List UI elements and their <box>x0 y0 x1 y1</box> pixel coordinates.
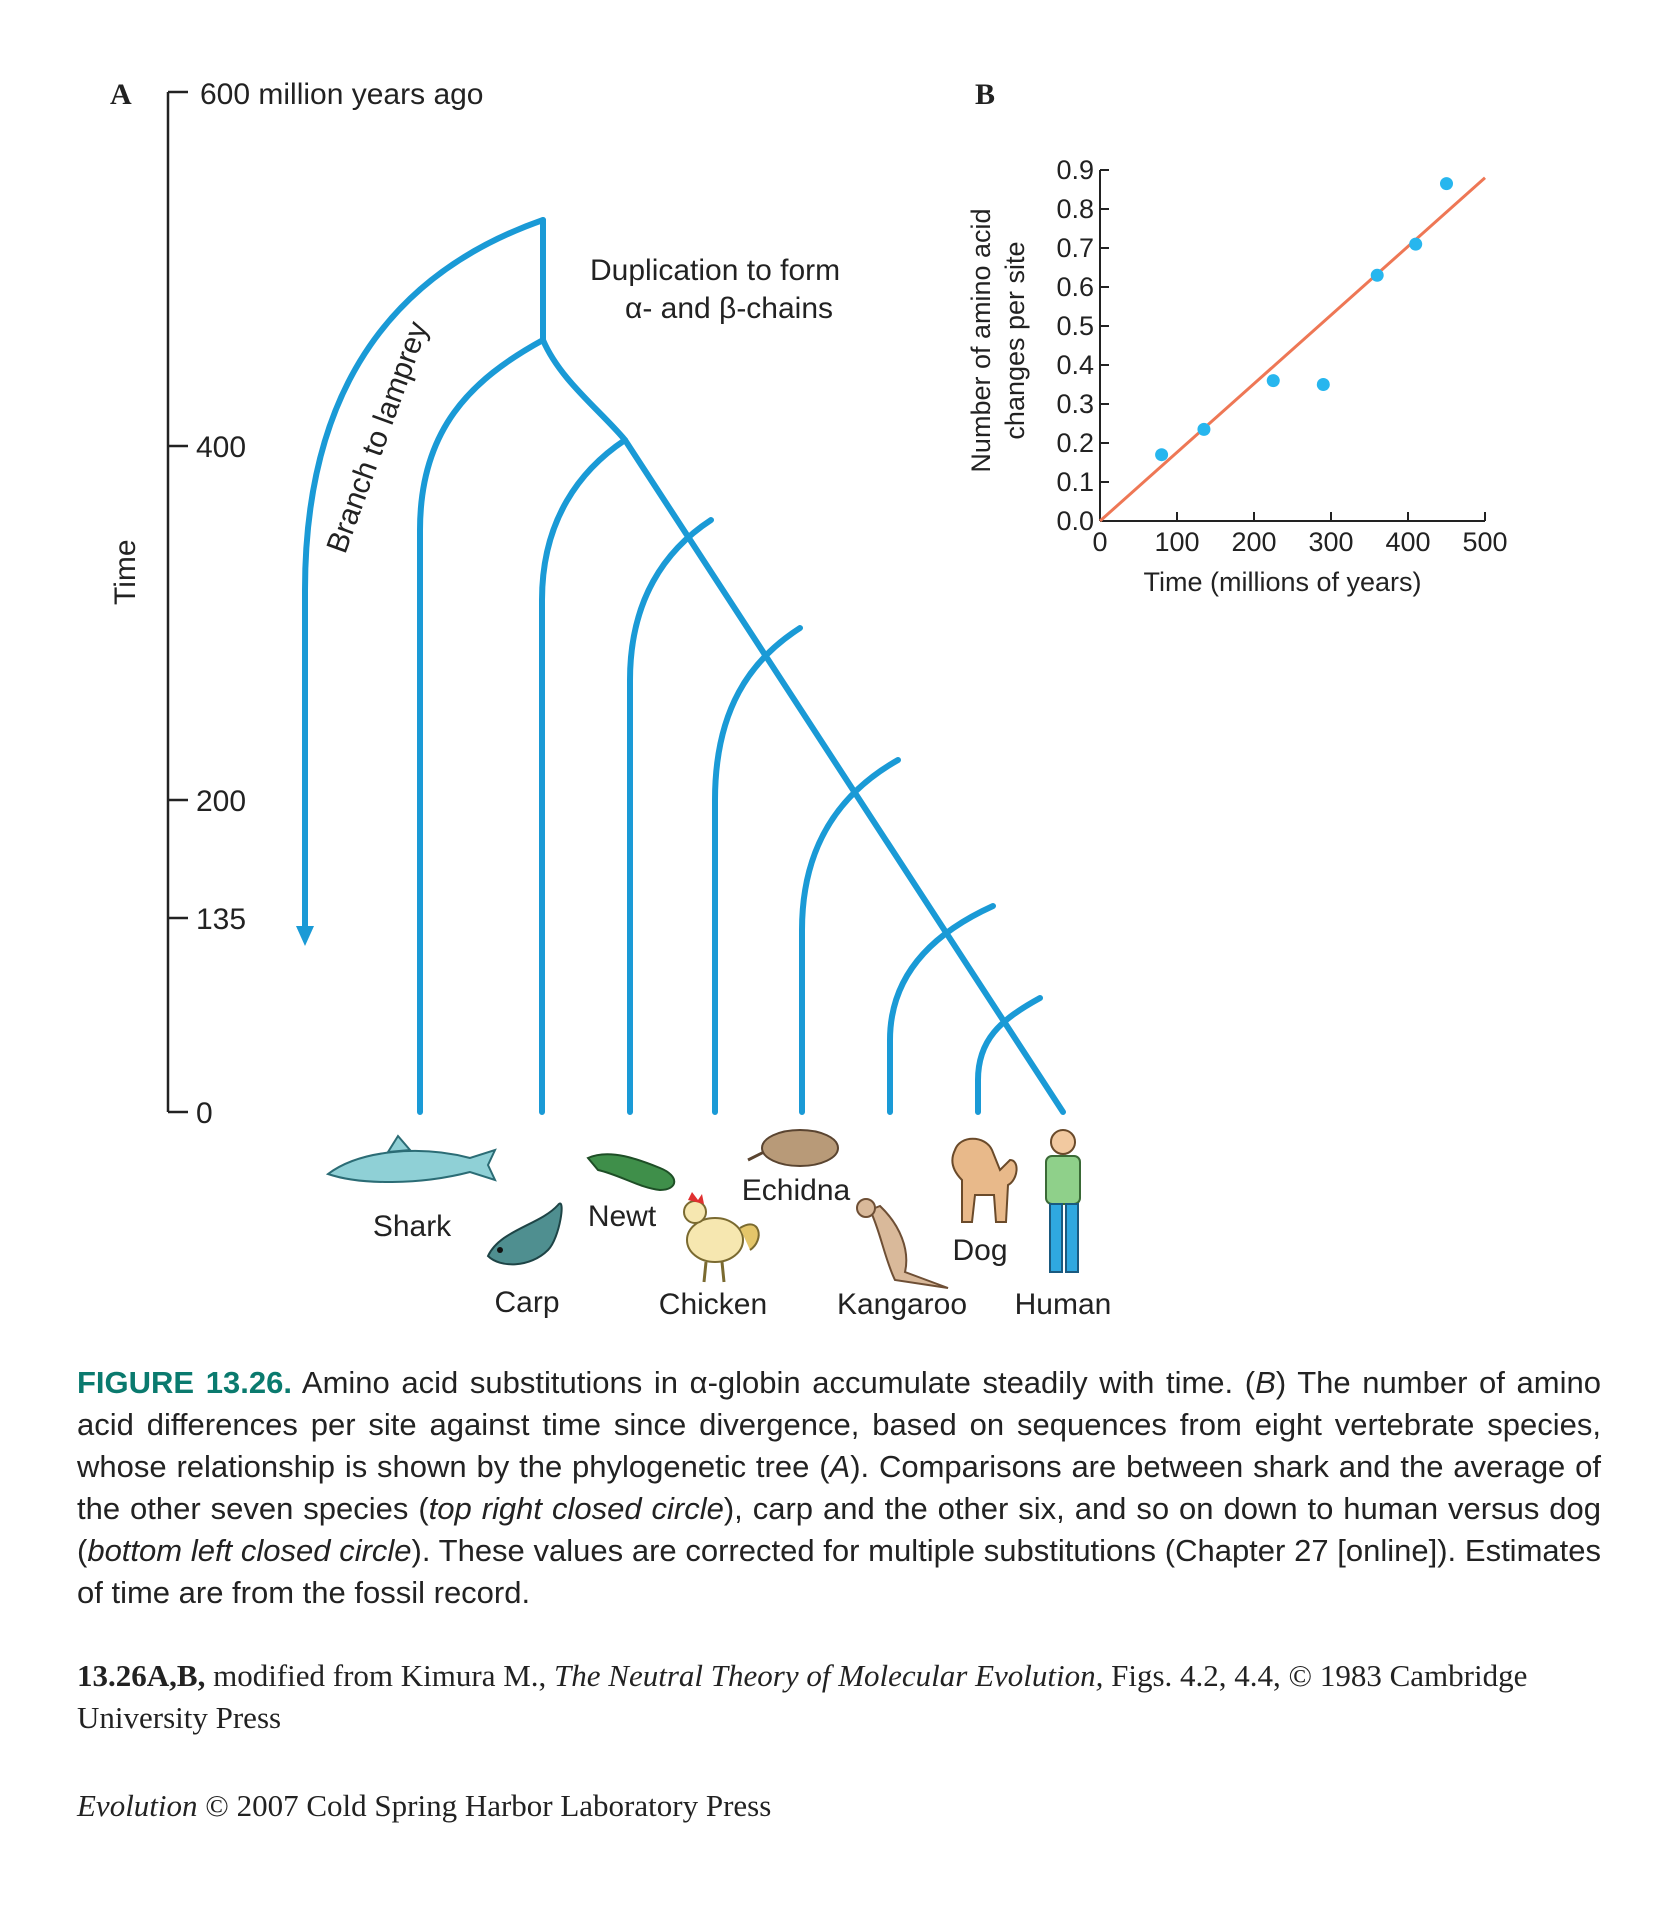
species-label-shark: Shark <box>372 1210 452 1243</box>
species-label-kangaroo: Kangaroo <box>836 1288 968 1321</box>
echidna-icon <box>748 1130 838 1166</box>
tick-label-600: 600 million years ago <box>200 78 484 111</box>
species-label-newt: Newt <box>587 1200 657 1233</box>
y-tick-label: 0.2 <box>1056 428 1094 458</box>
data-point-7 <box>1440 177 1453 190</box>
caption-text-2: ) The number of amino acid differences per site against time since divergence, based on sequences from eight vertebrate species, whose relationship is shown by the phylogenetic tree ( <box>77 1365 1601 1484</box>
caption-text-3: ). Comparisons are between shark and the average of the other seven species ( <box>77 1449 1601 1526</box>
y-axis-label-line1: Number of amino acid <box>966 208 996 473</box>
dog-icon <box>952 1139 1016 1222</box>
publisher-text: © 2007 Cold Spring Harbor Laboratory Press <box>197 1788 772 1823</box>
caption-italic-2: A <box>829 1449 851 1484</box>
time-axis <box>109 78 484 1130</box>
y-tick-label: 0.3 <box>1056 389 1094 419</box>
newt-icon <box>588 1154 674 1190</box>
species-label-human: Human <box>1014 1288 1112 1321</box>
x-tick-label: 300 <box>1308 527 1354 557</box>
lamprey-label: Branch to lamprey <box>320 317 435 558</box>
credit-figure-ref: 13.26A,B, <box>77 1658 206 1693</box>
credit-book-title: The Neutral Theory of Molecular Evolution, <box>554 1658 1104 1693</box>
x-axis-label: Time (millions of years) <box>1143 567 1422 597</box>
data-point-1 <box>1155 448 1168 461</box>
caption-text-4: ), carp and the other six, and so on down to human versus dog ( <box>77 1491 1602 1568</box>
newt-branch <box>630 520 711 1112</box>
duplication-label-line2: α- and β-chains <box>625 292 834 325</box>
shark-icon <box>328 1136 495 1182</box>
y-tick-label: 0.7 <box>1056 233 1094 263</box>
data-point-6 <box>1409 238 1422 251</box>
y-tick-label: 0.0 <box>1056 506 1094 536</box>
x-tick-label: 100 <box>1154 527 1200 557</box>
species-label-chicken: Chicken <box>658 1288 768 1321</box>
tick-label-400: 400 <box>196 431 247 464</box>
tick-label-0: 0 <box>196 1097 213 1130</box>
y-tick-label: 0.6 <box>1056 272 1094 302</box>
lamprey-arrow-icon <box>296 926 314 946</box>
time-axis-title: Time <box>109 539 142 605</box>
caption-italic-1: B <box>1255 1365 1276 1400</box>
x-tick-label: 400 <box>1385 527 1431 557</box>
x-tick-label: 0 <box>1092 527 1108 557</box>
y-tick-label: 0.5 <box>1056 311 1094 341</box>
tick-label-200: 200 <box>196 785 247 818</box>
shark-branch <box>420 340 543 1112</box>
panel-b-label: B <box>975 78 996 111</box>
data-point-5 <box>1371 269 1384 282</box>
species-label-echidna: Echidna <box>741 1174 851 1207</box>
caption-text-5: ). These values are corrected for multiple substitutions (Chapter 27 [online]). Estimates of time are from the fossil record. <box>77 1533 1601 1610</box>
data-point-3 <box>1267 374 1280 387</box>
y-tick-label: 0.8 <box>1056 194 1094 224</box>
x-tick-label: 200 <box>1231 527 1277 557</box>
y-tick-label: 0.1 <box>1056 467 1094 497</box>
credit-text-2: Figs. 4.2, 4.4, © 1983 Cambridge University Press <box>77 1658 1528 1735</box>
publisher-book-title: Evolution <box>77 1788 198 1823</box>
panel-a-label: A <box>110 78 132 111</box>
figure-caption <box>77 1362 1601 1614</box>
species-label-carp: Carp <box>494 1286 560 1319</box>
caption-text-1: Amino acid substitutions in α-globin accumulate steadily with time. ( <box>291 1365 1256 1400</box>
data-point-4 <box>1317 378 1330 391</box>
caption-italic-3: top right closed circle <box>428 1491 724 1526</box>
kangaroo-icon <box>857 1199 948 1288</box>
chicken-branch <box>715 628 800 1112</box>
scatter-chart <box>966 155 1508 597</box>
tick-label-135: 135 <box>196 903 247 936</box>
publisher-line <box>77 1785 1601 1827</box>
credit-text-1: modified from Kimura M., <box>205 1658 555 1693</box>
caption-italic-4: bottom left closed circle <box>87 1533 412 1568</box>
dog-branch <box>978 998 1040 1112</box>
y-axis-label-line2: changes per site <box>1000 241 1030 440</box>
caption-label: FIGURE 13.26. <box>77 1365 292 1400</box>
species-label-dog: Dog <box>952 1234 1008 1267</box>
y-tick-label: 0.9 <box>1056 155 1094 185</box>
carp-branch <box>542 440 625 1112</box>
duplication-label-line1: Duplication to form <box>590 254 841 287</box>
carp-icon <box>488 1204 562 1265</box>
y-tick-label: 0.4 <box>1056 350 1094 380</box>
fit-line <box>1100 178 1485 521</box>
x-tick-label: 500 <box>1462 527 1508 557</box>
human-icon <box>1046 1130 1080 1272</box>
echidna-branch <box>802 760 898 1112</box>
data-point-2 <box>1197 423 1210 436</box>
figure-credit <box>77 1655 1601 1739</box>
